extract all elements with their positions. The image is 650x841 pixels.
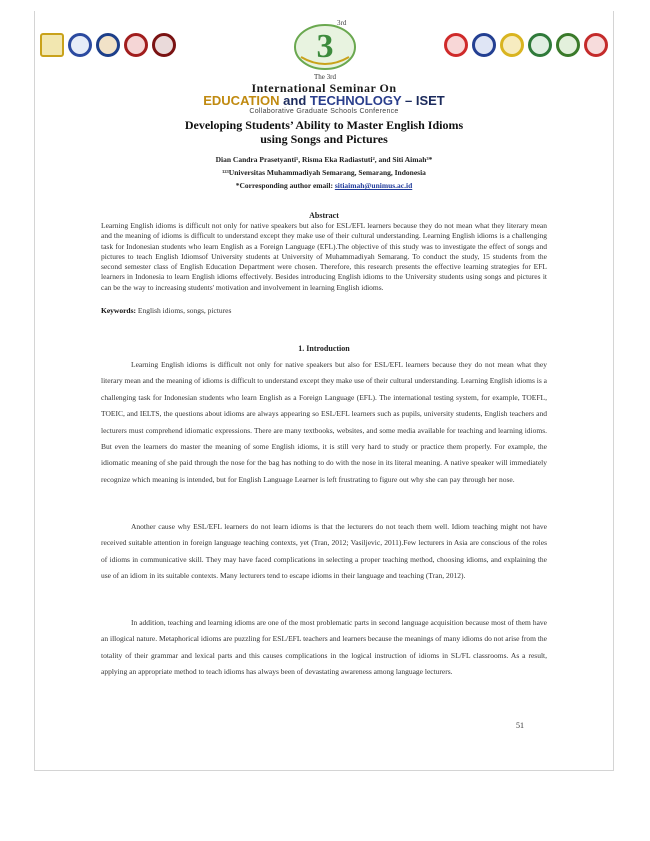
seminar-subtitle: Collaborative Graduate Schools Conference [249,108,399,115]
university-logo-icon [152,33,176,57]
abstract-heading: Abstract [309,211,339,220]
university-logo-icon [472,33,496,57]
seminar-name-iset: – ISET [401,93,445,108]
seminar-name-and: and [279,93,310,108]
section-heading-introduction: 1. Introduction [298,344,350,353]
body-paragraph: In addition, teaching and learning idioms are one of the most problematic parts in second language acquisition because most of them have an illogical nature. Metaphorical idioms are puzzling for ESL/EFL teachers and learners because the meanings of many idioms do not arise from the totality of their grammar and lexical parts and this causes complications in the logical instruction of idioms in SL/FL classrooms. As a result, applying an appropriate method to teach idioms has always been of devastating awareness among language lecturers. [101,618,547,677]
seminar-name-education: EDUCATION [203,93,280,108]
ordinal-label: 3rd [337,19,347,27]
seminar-name-technology: TECHNOLOGY [309,93,402,108]
ribbon-label: The 3rd [314,73,336,81]
author-list: Dian Candra Prasetyanti¹, Risma Eka Radiastuti², and Siti Aimah³* [215,155,433,164]
seminar-name [35,93,613,108]
partner-logos-right [444,33,608,57]
paper-title-line-1: Developing Students’ Ability to Master English Idioms [184,118,464,132]
university-logo-icon [444,33,468,57]
university-logo-icon [124,33,148,57]
keywords-label: Keywords: [101,306,136,315]
page-number: 51 [516,721,524,730]
corresponding-author [35,181,613,190]
university-logo-icon [40,33,64,57]
university-logo-icon [584,33,608,57]
university-logo-icon [556,33,580,57]
paper-title-line-2: using Songs and Pictures [260,132,388,146]
body-paragraph: Learning English idioms is difficult not only for native speakers but also for ESL/EFL learners because they do not mean what they literary mean and the meaning of idioms is difficult to understand except they make use of their cultural understanding. Learning English idioms is a challenging task for Indonesian students who learn English as a Foreign Language (EFL). The international testing system, for example, TOEFL, TOEIC, and IELTS, the questions about idioms are always appearing so ESL/EFL learners such as pupils, university students, English teachers and lecturers must comprehend idiomatic expressions. There are many textbooks, websites, and some media available for teaching and learning idioms. But even the learners do master the meaning of some English idioms, it is still very hard to study or practice them properly. For example, the idiomatic meaning of she paid through the nose for the bag has nothing to do with the nose in its literal meaning. A native speaker will immediately recognize which meaning is intended, but for English Language Learner is left frustrating to figure out why she can pay through her nose. [101,360,547,484]
author-affiliation: ¹²³Universitas Muhammadiyah Semarang, Semarang, Indonesia [222,168,426,177]
seminar-emblem-icon [287,17,363,73]
keywords-line [101,306,547,315]
university-logo-icon [500,33,524,57]
corresponding-label: *Corresponding author email: [235,181,335,190]
document-page [34,11,614,771]
university-logo-icon [96,33,120,57]
seminar-title-line: International Seminar On [251,81,397,95]
partner-logos-left [40,33,176,57]
svg-text:3: 3 [316,28,334,65]
keywords-text: English idioms, songs, pictures [136,306,232,315]
university-logo-icon [68,33,92,57]
corresponding-email-link[interactable]: sitiaimah@unimus.ac.id [334,181,413,190]
body-paragraph: Another cause why ESL/EFL learners do not learn idioms is that the lecturers do not teach them well. Idiom teaching might not have received suitable attention in foreign language teaching contexts, yet (Tran, 2012; Vasiljevic, 2011).Few lecturers in Asia are conscious of the roles of idioms in communicative skill. They may have faced complications in selecting a proper teaching method, choosing idioms, and explaining the use of an idiom in its suitable contexts. Many lecturers tend to escape idioms in their language and teaching (Tran, 2012). [101,522,547,581]
abstract-text: Learning English idioms is difficult not only for native speakers but also for ESL/EFL learners because they do not mean what they literary mean and the meaning of idioms is difficult to understand except they make use of their cultural understanding. Learning English idioms is a challenging task for Indonesian students who learn English as a Foreign Language (EFL).The objective of this study was to investigate the effect of songs and pictures to teach English Idiomsof University students at University of Muhammadiyah Semarang. To conduct the study, 15 students from the second semester class of English Education Department were chosen. Therefore, this research presents the effective learning strategies for EFL learners in Indonesia to learn English idioms effectively. Besides introducing English idioms to the University students using songs and pictures it can be the way to increasing students' motivation and involvement in learning English idioms. [101,221,547,292]
conference-header [35,11,613,115]
university-logo-icon [528,33,552,57]
